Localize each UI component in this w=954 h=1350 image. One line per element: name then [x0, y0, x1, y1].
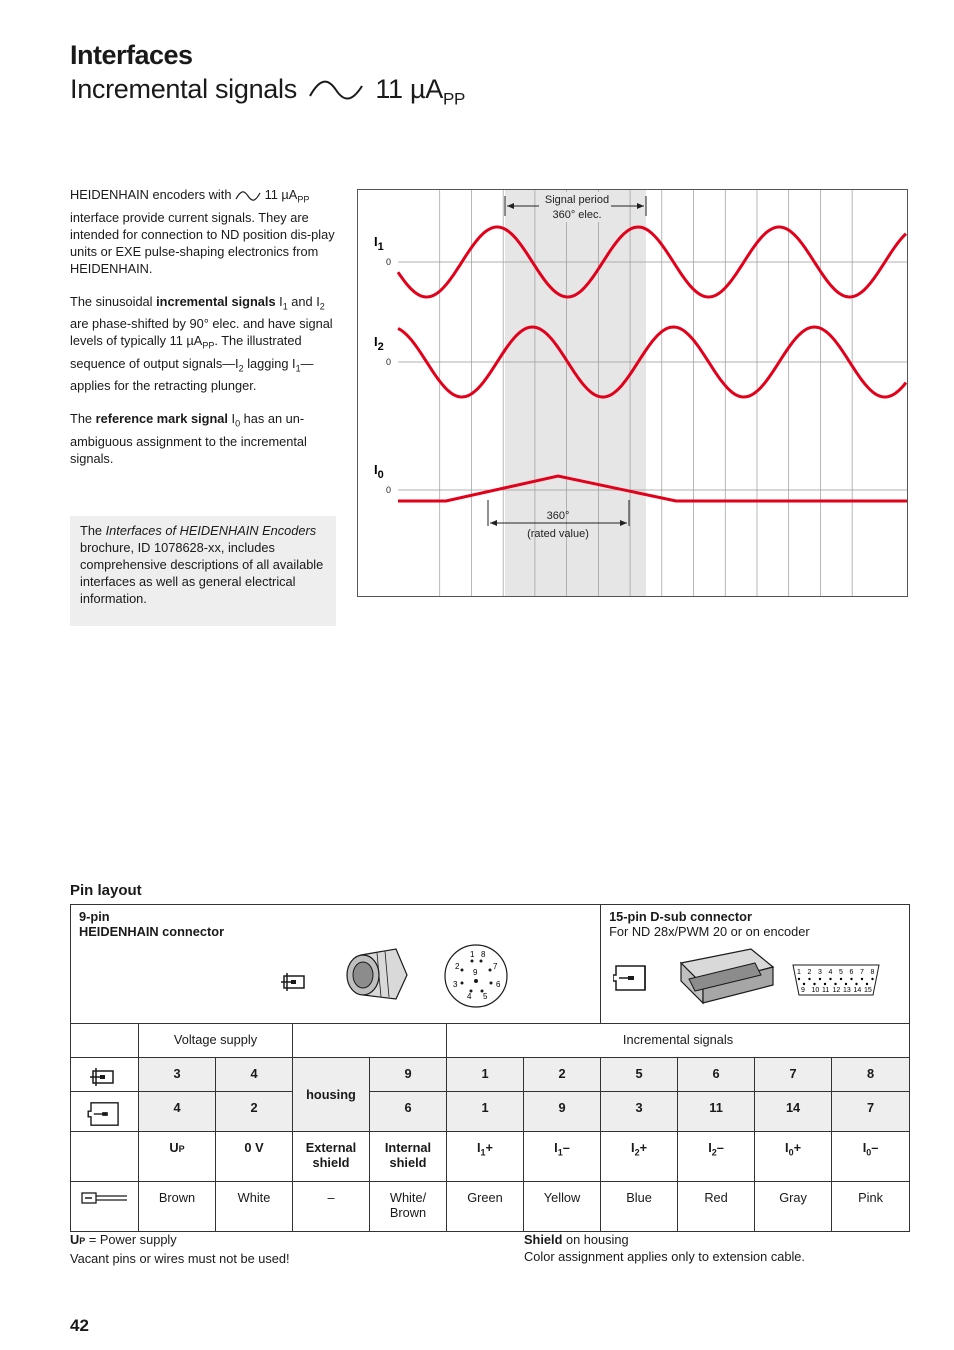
dsub-pin-label: 5 — [839, 969, 843, 976]
cable-symbol — [71, 1182, 139, 1232]
intro-p2-sub1: 1 — [282, 301, 288, 312]
intro-paragraph-1 — [70, 186, 338, 277]
group-shield-empty — [293, 1024, 447, 1058]
color-0v: White — [216, 1182, 293, 1232]
group-empty — [71, 1024, 139, 1058]
signal-int-shield: Internal shield — [370, 1132, 447, 1182]
row9-pin-i0p: 7 — [755, 1058, 832, 1092]
dsub-pin — [808, 978, 810, 980]
intro-p2-h: —applies for the retracting plunger. — [70, 355, 314, 394]
conn15-subtitle: For ND 28x/PWM 20 or on encoder — [609, 924, 810, 939]
row15-pin-i0m: 7 — [832, 1092, 910, 1132]
intro-p2-c: and — [291, 293, 313, 309]
conn15-title: 15-pin D-sub connector — [609, 909, 752, 924]
footer-right — [524, 1231, 805, 1265]
sine-wave-icon — [235, 190, 261, 202]
row15-pin-i0p: 14 — [755, 1092, 832, 1132]
dsub-pin — [861, 978, 863, 980]
cable-icon — [81, 1190, 129, 1206]
rated-label-1: 360° — [546, 510, 570, 522]
pin-layout-table — [70, 904, 910, 1232]
conn15-row-icon — [87, 1100, 123, 1128]
color-i0m: Pink — [832, 1182, 910, 1232]
conn15-pinout-icon — [791, 963, 881, 997]
intro-p2-f: . The illustrated sequence of output signals—I — [70, 333, 302, 371]
label-i1: $I_1$ — [374, 234, 384, 253]
row9-pin-i0m: 8 — [832, 1058, 910, 1092]
sine-wave-icon — [308, 80, 364, 102]
signal-i2p: $I_2+$ — [601, 1132, 678, 1182]
dsub-pin — [855, 983, 857, 985]
page-title: Interfaces — [70, 40, 193, 70]
group-row — [71, 1024, 910, 1058]
period-label-1: Signal period — [544, 194, 610, 206]
intro-p3-a: The — [70, 411, 93, 427]
row9-pin-int-shield: 9 — [370, 1058, 447, 1092]
dsub-pin-label: 2 — [807, 969, 812, 976]
signal-ext-shield: External shield — [293, 1132, 370, 1182]
conn15-cell — [601, 905, 910, 1024]
signal-i1m: $I_1-$ — [524, 1132, 601, 1182]
dsub-pin — [819, 978, 821, 980]
row9-symbol — [71, 1058, 139, 1092]
intro-p1-b: 11 µA — [264, 187, 298, 202]
row15-pin-int-shield: 6 — [370, 1092, 447, 1132]
dsub-pin — [850, 978, 852, 980]
intro-p3-b: I — [231, 411, 236, 427]
conn9-symbol-icon — [281, 971, 311, 993]
color-row — [71, 1182, 910, 1232]
svg-text:3: 3 — [453, 980, 458, 989]
intro-p2-e: are phase-shifted by 90° elec. and have signal levels of typically 11 µA — [70, 316, 333, 349]
intro-p3-c: has an un-ambiguous assignment to the incremental signals. — [70, 411, 307, 466]
row15-pin-i2m: 11 — [678, 1092, 755, 1132]
color-ext-shield: – — [293, 1182, 370, 1232]
conn9-row-icon — [90, 1066, 120, 1088]
intro-p2-bold: incremental signals — [156, 293, 276, 309]
dsub-pin-label: 11 — [822, 987, 830, 994]
intro-p2-sub5: 1 — [295, 363, 301, 374]
rated-arrowhead-left — [490, 520, 497, 526]
svg-text:6: 6 — [496, 980, 501, 989]
group-voltage: Voltage supply — [139, 1024, 293, 1058]
intro-p1-sub: PP — [297, 194, 310, 205]
rated-label-2: (rated value) — [527, 528, 589, 540]
subtitle-sub: PP — [442, 89, 466, 109]
row9-pin-i2p: 5 — [601, 1058, 678, 1092]
dsub-pin — [798, 978, 800, 980]
intro-p2-sub3: PP — [202, 340, 215, 351]
period-label-2: 360° elec. — [552, 209, 602, 221]
dsub-pin — [840, 978, 842, 980]
footer-color-note: Color assignment applies only to extension cable. — [524, 1249, 805, 1264]
row15-pin-i1m: 9 — [524, 1092, 601, 1132]
color-i0p: Gray — [755, 1182, 832, 1232]
conn9-cell — [71, 905, 601, 1024]
svg-text:5: 5 — [483, 992, 488, 1001]
row9-pin-up: 3 — [139, 1058, 216, 1092]
signal-row — [71, 1132, 910, 1182]
dsub-pin — [871, 978, 873, 980]
dsub-pin — [845, 983, 847, 985]
row9-pin-i2m: 6 — [678, 1058, 755, 1092]
signal-i2m: $I_2-$ — [678, 1132, 755, 1182]
zero-label-i2: 0 — [386, 357, 392, 367]
subtitle-value: 11 µA — [375, 74, 443, 104]
pin-layout-heading: Pin layout — [70, 882, 142, 899]
color-i2m: Red — [678, 1182, 755, 1232]
row9-pin-i1p: 1 — [447, 1058, 524, 1092]
dsub-pin — [866, 983, 868, 985]
dsub-pin-label: 7 — [860, 969, 864, 976]
svg-text:2: 2 — [455, 962, 460, 971]
conn9-plug-icon — [341, 945, 411, 1005]
footer-up-line: UP = Power supply — [70, 1232, 177, 1247]
intro-p2-sub2: 2 — [319, 301, 325, 312]
note-b: brochure, ID 1078628-xx, includes comprehensive descriptions of all available interfaces as well as general electrical information. — [80, 540, 324, 606]
row9-pin-i1m: 2 — [524, 1058, 601, 1092]
intro-p1-a: HEIDENHAIN encoders with — [70, 187, 232, 202]
signal-empty — [71, 1132, 139, 1182]
color-int-shield: White/ Brown — [370, 1182, 447, 1232]
dsub-pin-label: 12 — [832, 987, 841, 994]
signal-i1p: $I_1+$ — [447, 1132, 524, 1182]
intro-p2-d: I — [316, 293, 320, 309]
intro-p3-bold: reference mark signal — [95, 411, 228, 427]
conn9-title-2: HEIDENHAIN connector — [79, 924, 225, 939]
intro-p2-g: lagging I — [247, 355, 296, 371]
row15-pin-i2p: 3 — [601, 1092, 678, 1132]
dsub-pin — [824, 983, 826, 985]
svg-text:7: 7 — [493, 962, 498, 971]
dsub-pin-label: 8 — [870, 969, 875, 976]
dsub-pin-label: 10 — [811, 987, 820, 994]
dsub-pin-label: 4 — [828, 969, 833, 976]
signal-0v: 0 V — [216, 1132, 293, 1182]
footer-vacant: Vacant pins or wires must not be used! — [70, 1251, 290, 1266]
brochure-note — [70, 516, 336, 626]
intro-text — [70, 186, 338, 483]
intro-p1-c: interface provide current signals. They are intended for connection to ND position dis-play units or EXE pulse-shaping electronics from HEIDENHAIN. — [70, 209, 335, 276]
intro-p2-b: I — [279, 293, 283, 309]
page-number: 42 — [70, 1316, 89, 1335]
color-i1m: Yellow — [524, 1182, 601, 1232]
subtitle-prefix: Incremental signals — [70, 74, 297, 104]
connector-row — [71, 905, 910, 1024]
dsub-pin-label: 9 — [801, 987, 805, 994]
dsub-pin-label: 3 — [818, 969, 822, 976]
series-i0-line — [398, 476, 907, 501]
intro-p2-a: The sinusoidal — [70, 293, 153, 309]
dsub-pin-label: 1 — [797, 969, 801, 976]
svg-text:8: 8 — [481, 950, 486, 959]
intro-p3-sub: 0 — [235, 418, 241, 429]
dsub-pin-label: 14 — [853, 987, 862, 994]
dsub-pin-label: 6 — [849, 969, 854, 976]
zero-label-i1: 0 — [386, 257, 392, 267]
signal-i0m: $I_0-$ — [832, 1132, 910, 1182]
dsub-pin — [834, 983, 836, 985]
zero-label-i0: 0 — [386, 485, 392, 495]
page-subtitle — [70, 74, 465, 109]
note-a: The — [80, 523, 103, 538]
row9-pin-0v: 4 — [216, 1058, 293, 1092]
dsub-pin-label: 15 — [864, 987, 872, 994]
svg-text:4: 4 — [467, 992, 472, 1001]
intro-p2-sub4: 2 — [238, 363, 244, 374]
housing-cell: housing — [293, 1058, 370, 1132]
color-i1p: Green — [447, 1182, 524, 1232]
dsub-pin — [829, 978, 831, 980]
intro-paragraph-3 — [70, 410, 338, 467]
color-up: Brown — [139, 1182, 216, 1232]
conn9-title-1: 9-pin — [79, 909, 110, 924]
note-italic: Interfaces of HEIDENHAIN Encoders — [105, 523, 317, 538]
signal-chart — [357, 189, 908, 597]
svg-text:9: 9 — [473, 968, 478, 977]
pin-row-15 — [71, 1092, 910, 1132]
conn15-symbol-icon — [613, 963, 649, 993]
row15-pin-0v: 2 — [216, 1092, 293, 1132]
conn15-plug-icon — [673, 945, 783, 1007]
group-incremental: Incremental signals — [447, 1024, 910, 1058]
signal-chart-svg — [358, 190, 907, 596]
intro-paragraph-2 — [70, 293, 338, 395]
row15-pin-i1p: 1 — [447, 1092, 524, 1132]
conn9-pinout-icon — [443, 943, 509, 1009]
dsub-pin — [813, 983, 815, 985]
row15-symbol — [71, 1092, 139, 1132]
signal-up: UP — [139, 1132, 216, 1182]
label-i0: $I_0$ — [374, 462, 384, 481]
row15-pin-up: 4 — [139, 1092, 216, 1132]
label-i2: $I_2$ — [374, 334, 384, 353]
footer-shield-line: Shield on housing — [524, 1232, 629, 1247]
svg-text:1: 1 — [470, 950, 475, 959]
footer-left — [70, 1231, 290, 1267]
dsub-pin — [803, 983, 805, 985]
pin-row-9 — [71, 1058, 910, 1092]
signal-i0p: $I_0+$ — [755, 1132, 832, 1182]
color-i2p: Blue — [601, 1182, 678, 1232]
dsub-pin-label: 13 — [843, 987, 851, 994]
